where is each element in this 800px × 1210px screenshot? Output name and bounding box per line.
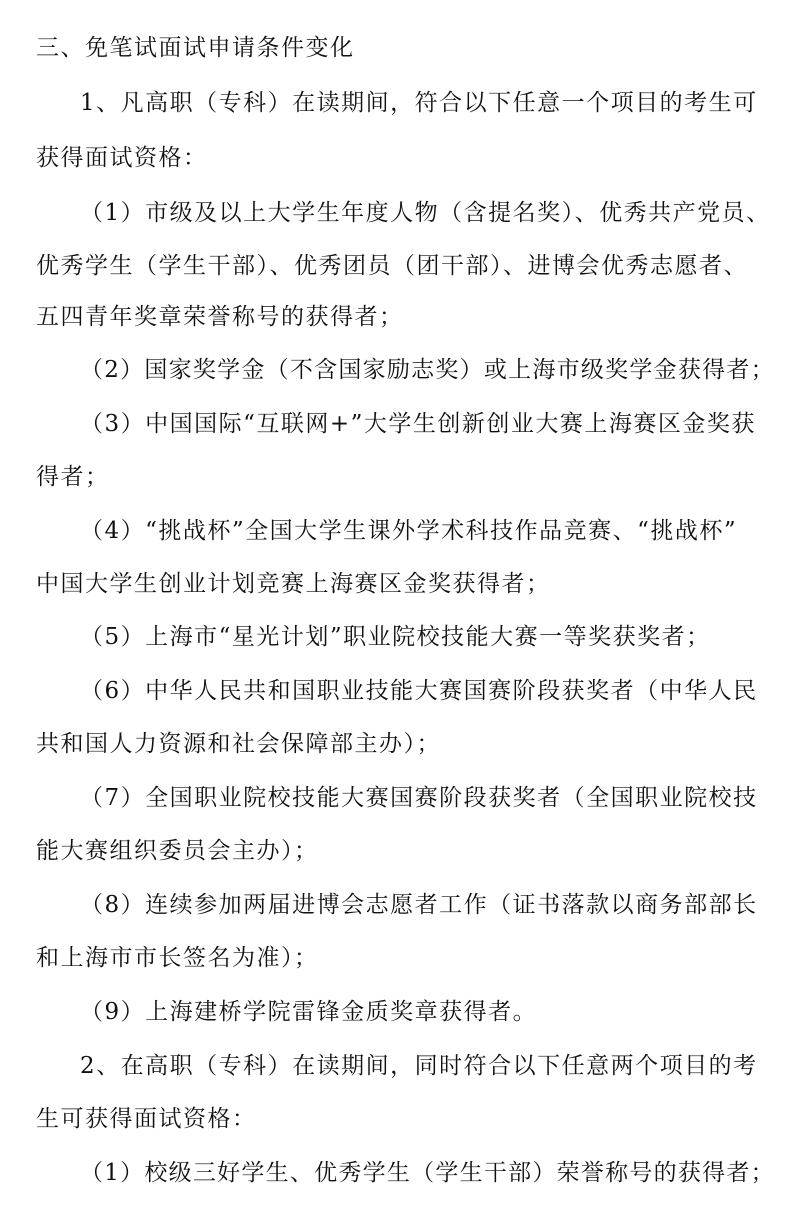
item-3-line-2: 得者； [36,464,110,490]
item-8-line-1: （8）连续参加两届进博会志愿者工作（证书落款以商务部部长 [80,892,758,918]
paragraph-2-line-1: 2、在高职（专科）在读期间，同时符合以下任意两个项目的考 [80,1053,758,1079]
item-5-line-1: （5）上海市“星光计划”职业院校技能大赛一等奖获奖者； [80,624,711,650]
item-1-line-3: 五四青年奖章荣誉称号的获得者； [36,304,404,330]
item-6-line-2: 共和国人力资源和社会保障部主办）； [36,731,441,757]
section-heading: 三、免笔试面试申请条件变化 [36,35,355,61]
item-7-line-1: （7）全国职业院校技能大赛国赛阶段获奖者（全国职业院校技 [80,785,758,811]
paragraph-1-line-2: 获得面试资格： [36,145,208,171]
item-9-line-1: （9）上海建桥学院雷锋金质奖章获得者。 [80,999,538,1025]
paragraph-1-line-1: 1、凡高职（专科）在读期间，符合以下任意一个项目的考生可 [80,90,758,116]
item-8-line-2: 和上海市市长签名为准）； [36,945,319,971]
item-1-line-1: （1）市级及以上大学生年度人物（含提名奖）、优秀共产党员、 [80,200,771,226]
item-4-line-2: 中国大学生创业计划竞赛上海赛区金奖获得者； [36,571,551,597]
item-3-line-1: （3）中国国际“互联网+”大学生创新创业大赛上海赛区金奖获 [80,411,756,437]
item-1-line-2: 优秀学生（学生干部）、优秀团员（团干部）、进博会优秀志愿者、 [36,253,748,279]
item-7-line-2: 能大赛组织委员会主办）； [36,838,319,864]
item-4-line-1: （4）“挑战杯”全国大学生课外学术科技作品竞赛、“挑战杯” [80,518,738,544]
paragraph-2-line-2: 生可获得面试资格： [36,1106,257,1132]
item-6-line-1: （6）中华人民共和国职业技能大赛国赛阶段获奖者（中华人民 [80,678,758,704]
item-2-line-1: （2）国家奖学金（不含国家励志奖）或上海市级奖学金获得者； [80,357,775,383]
item2-1-line-1: （1）校级三好学生、优秀学生（学生干部）荣誉称号的获得者； [80,1160,775,1186]
